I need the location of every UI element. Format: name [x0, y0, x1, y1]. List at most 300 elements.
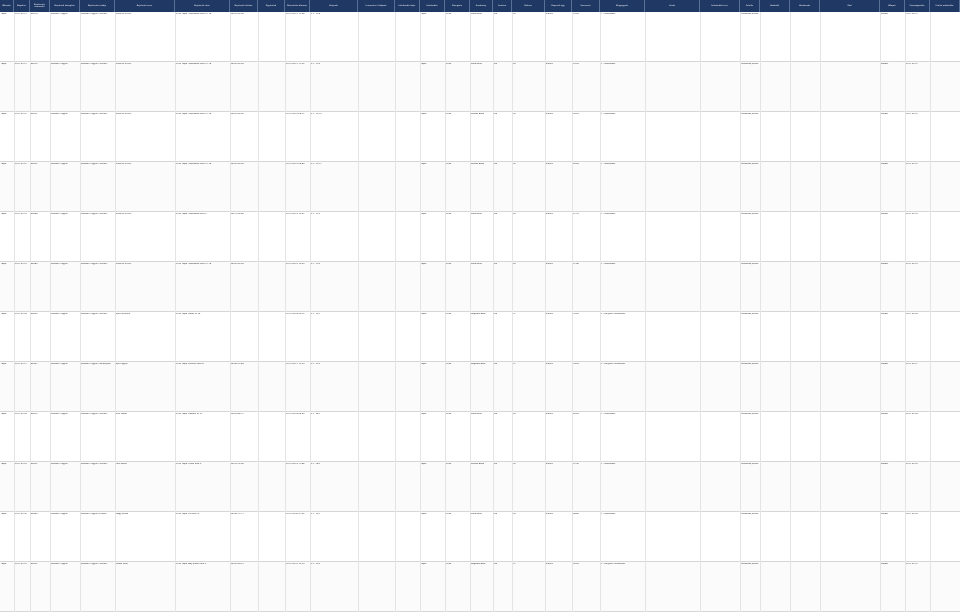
table-cell-a: Tápió: [1, 412, 7, 415]
grid-line: [572, 12, 573, 612]
table-cell-loc: 5.1. 14-2: [311, 462, 321, 465]
table-cell-res: 2 - Helyszíni intézkedés: [601, 312, 626, 315]
table-cell-dt: 2017.03.21: [906, 62, 918, 65]
grid-line: [512, 12, 513, 612]
grid-line: [930, 12, 931, 612]
table-cell-sc: 12:30: [573, 462, 579, 465]
table-cell-addr: 2253 Tápió. Kossuth utca 8.: [176, 362, 205, 365]
table-cell-ph: Lezártnak jelölve: [741, 212, 759, 215]
column-header[interactable]: Bejelentés módja: [80, 0, 115, 12]
column-header[interactable]: Lemezrész / Időpont: [358, 0, 395, 12]
table-cell-st: Elintéz: [546, 112, 553, 115]
table-cell-t: cm: [494, 62, 498, 65]
table-cell-ph: Lezártnak jelölve: [741, 262, 759, 265]
table-cell-a: Tápió: [1, 312, 7, 315]
table-cell-dt: 2017.03.28: [906, 412, 918, 415]
table-cell-name: Ilyes szeretné: [116, 312, 131, 315]
table-cell-addr: 2253 Tápió. Szőlősorok utca 12. fa.: [176, 162, 212, 165]
table-cell-ph: Lezártnak jelölve: [741, 112, 759, 115]
table-cell-dt: 2017.03.30: [906, 512, 918, 515]
table-cell-d: 2017.03.21: [15, 62, 27, 65]
table-cell-tel: 06-20-33-34: [231, 262, 244, 265]
table-cell-k: Kondér: [881, 212, 889, 215]
table-cell-n: 12: [513, 362, 516, 365]
table-cell-cnt: 3180: [446, 312, 452, 315]
table-cell-st: Elintéz: [546, 562, 553, 565]
table-cell-a: Tápió: [1, 512, 7, 515]
table-cell-org: Tápió: [421, 12, 427, 15]
table-cell-addr: 2253 Tápió. Ady Endre utca 3.: [176, 562, 207, 565]
column-header[interactable]: Bejelentés azonosító: [30, 0, 50, 12]
table-cell-cnt: 3180: [446, 162, 452, 165]
header-row: [0, 0, 960, 12]
table-cell-cat: Mezőőrs i ügyfél: [51, 212, 68, 215]
table-cell-d: 2017.03.23: [15, 212, 27, 215]
table-row[interactable]: [0, 562, 960, 612]
table-cell-dt: 2017.03.29: [906, 462, 918, 465]
table-cell-name: Nagy István: [116, 512, 129, 515]
table-cell-dt: 2017.03.23: [906, 262, 918, 265]
table-cell-t: cm: [494, 262, 498, 265]
table-cell-d: 2017.03.28: [15, 412, 27, 415]
table-cell-t: cm: [494, 412, 498, 415]
table-cell-addr: 2253 Tápió. Szőlősorok utca 12. fa.: [176, 12, 212, 15]
grid-line: [740, 12, 741, 612]
table-cell-mode: Mezőőrs i ügyfél (Telefon): [81, 112, 108, 115]
table-cell-mode: Mezőőrs i ügyfél (Telefon): [81, 262, 108, 265]
grid-line: [258, 12, 259, 612]
table-cell-cat: Mezőőrs i ügyfél: [51, 262, 68, 265]
table-row[interactable]: [0, 112, 960, 162]
table-cell-k: Kondér: [881, 62, 889, 65]
table-cell-k: Kondér: [881, 262, 889, 265]
grid-line: [420, 12, 421, 612]
table-cell-per: Mészár Antal: [471, 162, 485, 165]
table-cell-org: Tápió: [421, 62, 427, 65]
table-cell-res: 1 - Intézkedés: [601, 162, 616, 165]
grid-line: [470, 12, 471, 612]
table-cell-res: 2 - Helyszíni intézkedés: [601, 562, 626, 565]
table-cell-d: 2017.03.22: [15, 112, 27, 115]
table-cell-cnt: 3180: [446, 462, 452, 465]
grid-line: [905, 12, 906, 612]
table-cell-loc: 5.1. 14-1: [311, 412, 321, 415]
table-row[interactable]: [0, 162, 960, 212]
table-cell-per: Vonal Béla: [471, 12, 482, 15]
table-cell-regd: 2017-03-28 08:05: [286, 412, 305, 415]
table-cell-st: Elintéz: [546, 212, 553, 215]
table-cell-regd: 2017-03-23 10:02: [286, 212, 305, 215]
table-cell-name: KISMOR KG Kft.: [116, 12, 132, 15]
table-cell-org: Tápió: [421, 412, 427, 415]
grid-line: [760, 12, 761, 612]
table-cell-a: Tápió: [1, 162, 7, 165]
table-cell-st: Elintéz: [546, 262, 553, 265]
table-cell-addr: 2253 Tápió. Szőlősorok utca 2.: [176, 212, 208, 215]
table-cell-org: Tápió: [421, 162, 427, 165]
table-cell-res: 1 - Intézkedés: [601, 12, 616, 15]
column-header[interactable]: Ügyintéző: [258, 0, 285, 12]
table-cell-n: 24: [513, 512, 516, 515]
column-header[interactable]: Leírás: [645, 0, 700, 12]
table-cell-cnt: 3180: [446, 412, 452, 415]
table-cell-regd: 2017-03-24 09:15: [286, 312, 305, 315]
table-cell-regd: 2017-03-23 10:30: [286, 262, 305, 265]
table-cell-name: Tóth Mária: [116, 462, 127, 465]
table-cell-res: 2 - Helyszíni intézkedés: [601, 362, 626, 365]
table-cell-cat: Mezőőrs i ügyfél: [51, 162, 68, 165]
table-cell-n: 24: [513, 212, 516, 215]
table-cell-id: 86231: [31, 112, 38, 115]
grid-line: [50, 12, 51, 612]
grid-line: [820, 12, 821, 612]
table-cell-a: Tápió: [1, 62, 7, 65]
table-cell-tel: 06-30-77-11: [231, 512, 244, 515]
table-cell-mode: Mezőőrs i ügyfél (Telefon): [81, 412, 108, 415]
column-header[interactable]: Kód: [820, 0, 880, 12]
table-cell-cnt: 3180: [446, 62, 452, 65]
table-cell-st: Elintéz: [546, 412, 553, 415]
column-header[interactable]: Állomás: [0, 0, 14, 12]
table-cell-k: Kondér: [881, 112, 889, 115]
table-cell-t: cm: [494, 112, 498, 115]
grid-line: [175, 12, 176, 612]
table-cell-mode: Mezőőrs i ügyfél (Telefon): [81, 162, 108, 165]
column-header[interactable]: Intézkedés ideje: [395, 0, 420, 12]
table-cell-per: Hegedűs Ákos: [471, 362, 486, 365]
table-cell-tel: 06-11-35-64: [231, 212, 244, 215]
table-cell-loc: 5.1. 12-2: [311, 212, 321, 215]
table-row[interactable]: [0, 12, 960, 62]
table-row[interactable]: [0, 362, 960, 412]
table-cell-t: cm: [494, 512, 498, 515]
table-cell-cnt: 3180: [446, 562, 452, 565]
grid-line: [700, 12, 701, 612]
table-cell-cat: Mezőőrs i ügyfél: [51, 362, 68, 365]
table-cell-addr: 2253 Tápió. Szőlősorok utca 12. fa.: [176, 262, 212, 265]
table-cell-per: Mészár Antal: [471, 112, 485, 115]
table-cell-per: Hegedűs Ákos: [471, 312, 486, 315]
table-cell-org: Tápió: [421, 512, 427, 515]
table-cell-tel: 06-20-33-34: [231, 12, 244, 15]
grid-line: [790, 12, 791, 612]
table-cell-a: Tápió: [1, 112, 7, 115]
table-cell-name: KISMOR KG Kft.: [116, 62, 132, 65]
table-cell-ph: Lezártnak jelölve: [741, 12, 759, 15]
table-cell-cat: Mezőőrs i ügyfél: [51, 462, 68, 465]
table-cell-mode: Mezőőrs i ügyfél (Telefon): [81, 312, 108, 315]
table-cell-dt: 2017.03.22: [906, 162, 918, 165]
table-cell-d: 2017.03.30: [15, 512, 27, 515]
column-header[interactable]: Szervezet: [572, 0, 600, 12]
table-cell-id: 86215: [31, 62, 38, 65]
table-cell-a: Tápió: [1, 462, 7, 465]
table-cell-st: Elintéz: [546, 12, 553, 15]
grid-line: [310, 12, 311, 612]
table-cell-ph: Lezártnak jelölve: [741, 412, 759, 415]
table-cell-loc: 5.1. 12-3: [311, 262, 321, 265]
table-cell-t: cm: [494, 162, 498, 165]
table-cell-mode: Mezőőrs i ügyfél (Telefon): [81, 562, 108, 565]
table-cell-loc: 5.1. 15-2: [311, 562, 321, 565]
grid-line: [645, 12, 646, 612]
table-cell-mode: Mezőőrs i ügyfél (Telefon): [81, 12, 108, 15]
table-cell-name: KISMOR KG Kft.: [116, 262, 132, 265]
table-cell-k: Kondér: [881, 362, 889, 365]
table-row[interactable]: [0, 512, 960, 562]
table-cell-n: 24: [513, 62, 516, 65]
table-cell-ph: Lezártnak jelölve: [741, 162, 759, 165]
table-cell-t: cm: [494, 362, 498, 365]
table-cell-id: 86322: [31, 462, 38, 465]
table-cell-n: 24: [513, 12, 516, 15]
table-cell-cnt: 3180: [446, 112, 452, 115]
table-cell-cat: Mezőőrs i ügyfél: [51, 112, 68, 115]
table-cell-mode: Mezőőrs i ügyfél (Telefon): [81, 62, 108, 65]
table-cell-k: Kondér: [881, 512, 889, 515]
table-cell-d: 2017.03.23: [15, 262, 27, 265]
table-cell-k: Kondér: [881, 462, 889, 465]
table-cell-dt: 2017.03.21: [906, 12, 918, 15]
table-cell-n: 24: [513, 412, 516, 415]
table-cell-ph: Lezártnak jelölve: [741, 362, 759, 365]
table-cell-name: KISMOR KG Kft.: [116, 162, 132, 165]
table-cell-name: Kiss Gábor: [116, 412, 127, 415]
table-cell-st: Elintéz: [546, 62, 553, 65]
table-cell-tel: 06-20-45-12: [231, 412, 244, 415]
table-cell-tel: 06-30-21-44: [231, 362, 244, 365]
table-cell-addr: 2253 Tápió. Határ út 14.: [176, 312, 201, 315]
table-cell-loc: 5.1. 13-1: [311, 312, 321, 315]
table-cell-sc: 14:05: [573, 362, 579, 365]
table-cell-tel: 06-20-90-31: [231, 562, 244, 565]
grid-line: [80, 12, 81, 612]
table-cell-loc: 5.1. 12-8: [311, 12, 321, 15]
table-cell-k: Kondér: [881, 312, 889, 315]
column-header[interactable]: Visszaigazolás: [905, 0, 930, 12]
column-header[interactable]: Érkeztetés dátuma: [285, 0, 310, 12]
table-cell-loc: 5.1. 15-1: [311, 512, 321, 515]
table-cell-t: cm: [494, 312, 498, 315]
table-cell-a: Tápió: [1, 562, 7, 565]
table-cell-t: cm: [494, 562, 498, 565]
table-row[interactable]: [0, 412, 960, 462]
table-cell-addr: 2253 Tápió. Szőlősorok utca 12. fa.: [176, 62, 212, 65]
column-header[interactable]: Bejelentő címe: [175, 0, 230, 12]
table-cell-dt: 2017.03.31: [906, 562, 918, 565]
table-cell-res: 1 - Intézkedés: [601, 512, 616, 515]
table-cell-t: cm: [494, 12, 498, 15]
table-cell-n: 12: [513, 312, 516, 315]
table-cell-org: Tápió: [421, 562, 427, 565]
table-cell-ph: Lezártnak jelölve: [741, 462, 759, 465]
column-header[interactable]: Kategória: [445, 0, 470, 12]
table-cell-d: 2017.03.27: [15, 362, 27, 365]
table-cell-ph: Lezártnak jelölve: [741, 512, 759, 515]
table-cell-n: 12: [513, 562, 516, 565]
table-cell-addr: 2253 Tápió. Fő utca 22.: [176, 512, 200, 515]
table-cell-id: 86340: [31, 512, 38, 515]
table-cell-sc: 16:00: [573, 562, 579, 565]
table-cell-a: Tápió: [1, 12, 7, 15]
table-cell-st: Elintéz: [546, 512, 553, 515]
table-cell-dt: 2017.03.23: [906, 212, 918, 215]
table-cell-addr: 2253 Tápió. Petőfi utca 5.: [176, 462, 202, 465]
table-cell-k: Kondér: [881, 162, 889, 165]
table-cell-sc: 10:00: [573, 312, 579, 315]
table-cell-id: 86301: [31, 362, 38, 365]
table-cell-org: Tápió: [421, 212, 427, 215]
table-cell-addr: 2253 Tápió. Rákóczi út 31.: [176, 412, 203, 415]
table-cell-org: Tápió: [421, 112, 427, 115]
table-row[interactable]: [0, 462, 960, 512]
table-cell-per: Vonal Béla: [471, 262, 482, 265]
table-cell-mode: Mezőőrs i ügyfél (Személyes): [81, 362, 111, 365]
table-cell-per: Hegedűs Ákos: [471, 562, 486, 565]
table-cell-name: Szabó Péter: [116, 562, 129, 565]
table-cell-res: 1 - Intézkedés: [601, 212, 616, 215]
table-cell-id: 86352: [31, 562, 38, 565]
table-cell-per: Vonal Béla: [471, 512, 482, 515]
column-header[interactable]: Hivatkozás: [790, 0, 820, 12]
table-cell-org: Tápió: [421, 312, 427, 315]
table-cell-per: Vonal Béla: [471, 62, 482, 65]
column-header[interactable]: Felelős: [740, 0, 760, 12]
table-row[interactable]: [0, 262, 960, 312]
table-cell-tel: 06-20-33-34: [231, 162, 244, 165]
column-header[interactable]: Kapcsolt ügy: [545, 0, 572, 12]
table-cell-cat: Mezőőrs i ügyfél: [51, 62, 68, 65]
table-cell-a: Tápió: [1, 362, 7, 365]
table-cell-sc: 09:45: [573, 162, 579, 165]
column-header[interactable]: Intézkedési terv: [700, 0, 740, 12]
table-cell-regd: 2017-03-21 11:34: [286, 12, 305, 15]
table-cell-sc: 08:40: [573, 512, 579, 515]
table-cell-st: Elintéz: [546, 312, 553, 315]
table-cell-loc: 5.1. 12-11: [311, 162, 322, 165]
table-cell-id: 86244: [31, 212, 38, 215]
table-cell-org: Tápió: [421, 362, 427, 365]
table-cell-cat: Mezőőrs i ügyfél: [51, 562, 68, 565]
table-cell-sc: 11:10: [573, 212, 579, 215]
table-cell-name: KISMOR KG Kft.: [116, 112, 132, 115]
table-cell-st: Elintéz: [546, 362, 553, 365]
table-cell-dt: 2017.03.27: [906, 362, 918, 365]
column-header[interactable]: Határidő: [760, 0, 790, 12]
table-cell-regd: 2017-03-22 08:12: [286, 112, 305, 115]
column-header[interactable]: Eredmény: [470, 0, 493, 12]
table-cell-ph: Lezártnak jelölve: [741, 62, 759, 65]
table-cell-d: 2017.03.21: [15, 12, 27, 15]
column-header[interactable]: Állapot: [880, 0, 905, 12]
table-cell-loc: 5.1. 13-2: [311, 362, 321, 365]
column-header[interactable]: Helyszín: [310, 0, 358, 12]
table-cell-org: Tápió: [421, 462, 427, 465]
grid-line: [14, 12, 15, 612]
table-cell-mode: Mezőőrs i ügyfél (Telefon): [81, 462, 108, 465]
table-cell-dt: 2017.03.24: [906, 312, 918, 315]
table-cell-res: 1 - Intézkedés: [601, 62, 616, 65]
column-header[interactable]: Bejelentő telefon: [230, 0, 258, 12]
table-cell-id: 86259: [31, 312, 38, 315]
table-cell-k: Kondér: [881, 562, 889, 565]
column-header[interactable]: Bejelentő neve: [115, 0, 175, 12]
table-cell-a: Tápió: [1, 262, 7, 265]
table-cell-mode: Mezőőrs i ügyfél (E-mail): [81, 512, 107, 515]
column-header[interactable]: Bejelentő kategória: [50, 0, 80, 12]
table-cell-ph: Lezártnak jelölve: [741, 312, 759, 315]
table-cell-d: 2017.03.29: [15, 462, 27, 465]
column-header[interactable]: Státusz: [512, 0, 545, 12]
table-cell-t: cm: [494, 462, 498, 465]
grid-line: [30, 12, 31, 612]
table-cell-tel: 06-20-33-34: [231, 112, 244, 115]
table-cell-cat: Mezőőrs i ügyfél: [51, 312, 68, 315]
table-cell-id: 86245: [31, 262, 38, 265]
table-cell-st: Elintéz: [546, 162, 553, 165]
table-cell-res: 1 - Intézkedés: [601, 412, 616, 415]
table-cell-regd: 2017-03-21 11:35: [286, 62, 305, 65]
table-cell-k: Kondér: [881, 412, 889, 415]
table-cell-n: 18: [513, 162, 516, 165]
table-cell-tel: 06-20-33-34: [231, 62, 244, 65]
table-cell-regd: 2017-03-22 08:40: [286, 162, 305, 165]
table-cell-name: KISMOR KG Kft.: [116, 212, 132, 215]
table-cell-a: Tápió: [1, 212, 7, 215]
table-cell-per: Vonal Béla: [471, 412, 482, 415]
table-cell-per: Mészár Antal: [471, 462, 485, 465]
table-row[interactable]: [0, 312, 960, 362]
table-cell-cat: Mezőőrs i ügyfél: [51, 412, 68, 415]
column-header[interactable]: Lezárva: [493, 0, 512, 12]
table-cell-sc: 09:20: [573, 112, 579, 115]
table-cell-name: Ilyes ügyfél: [116, 362, 128, 365]
table-cell-d: 2017.03.31: [15, 562, 27, 565]
table-cell-sc: 15:00: [573, 12, 579, 15]
grid-line: [600, 12, 601, 612]
table-row[interactable]: [0, 62, 960, 112]
table-cell-t: cm: [494, 212, 498, 215]
table-cell-regd: 2017-03-27 13:20: [286, 362, 305, 365]
table-cell-addr: 2253 Tápió. Szőlősorok utca 12. fa.: [176, 112, 212, 115]
column-header[interactable]: Utolsó módosítás: [930, 0, 960, 12]
table-cell-k: Kondér: [881, 12, 889, 15]
table-body: [0, 12, 960, 612]
column-header[interactable]: Megjegyzés: [600, 0, 645, 12]
table-cell-st: Elintéz: [546, 462, 553, 465]
table-cell-cat: Mezőőrs i ügyfél: [51, 512, 68, 515]
table-cell-cnt: 3180: [446, 512, 452, 515]
table-cell-org: Tápió: [421, 262, 427, 265]
table-cell-dt: 2017.03.22: [906, 112, 918, 115]
table-cell-sc: 15:05: [573, 62, 579, 65]
table-cell-tel: 06-70-12-98: [231, 462, 244, 465]
table-cell-n: 18: [513, 112, 516, 115]
table-cell-regd: 2017-03-30 07:55: [286, 512, 305, 515]
table-cell-sc: 11:40: [573, 262, 579, 265]
table-cell-id: 86214: [31, 12, 38, 15]
table-cell-id: 86232: [31, 162, 38, 165]
grid-line: [880, 12, 881, 612]
table-cell-n: 18: [513, 462, 516, 465]
table-cell-res: 1 - Intézkedés: [601, 462, 616, 465]
column-header[interactable]: Rögzítve: [14, 0, 30, 12]
column-header[interactable]: Intézkedés: [420, 0, 445, 12]
grid-line: [545, 12, 546, 612]
table-cell-d: 2017.03.22: [15, 162, 27, 165]
table-row[interactable]: [0, 212, 960, 262]
table-cell-id: 86315: [31, 412, 38, 415]
